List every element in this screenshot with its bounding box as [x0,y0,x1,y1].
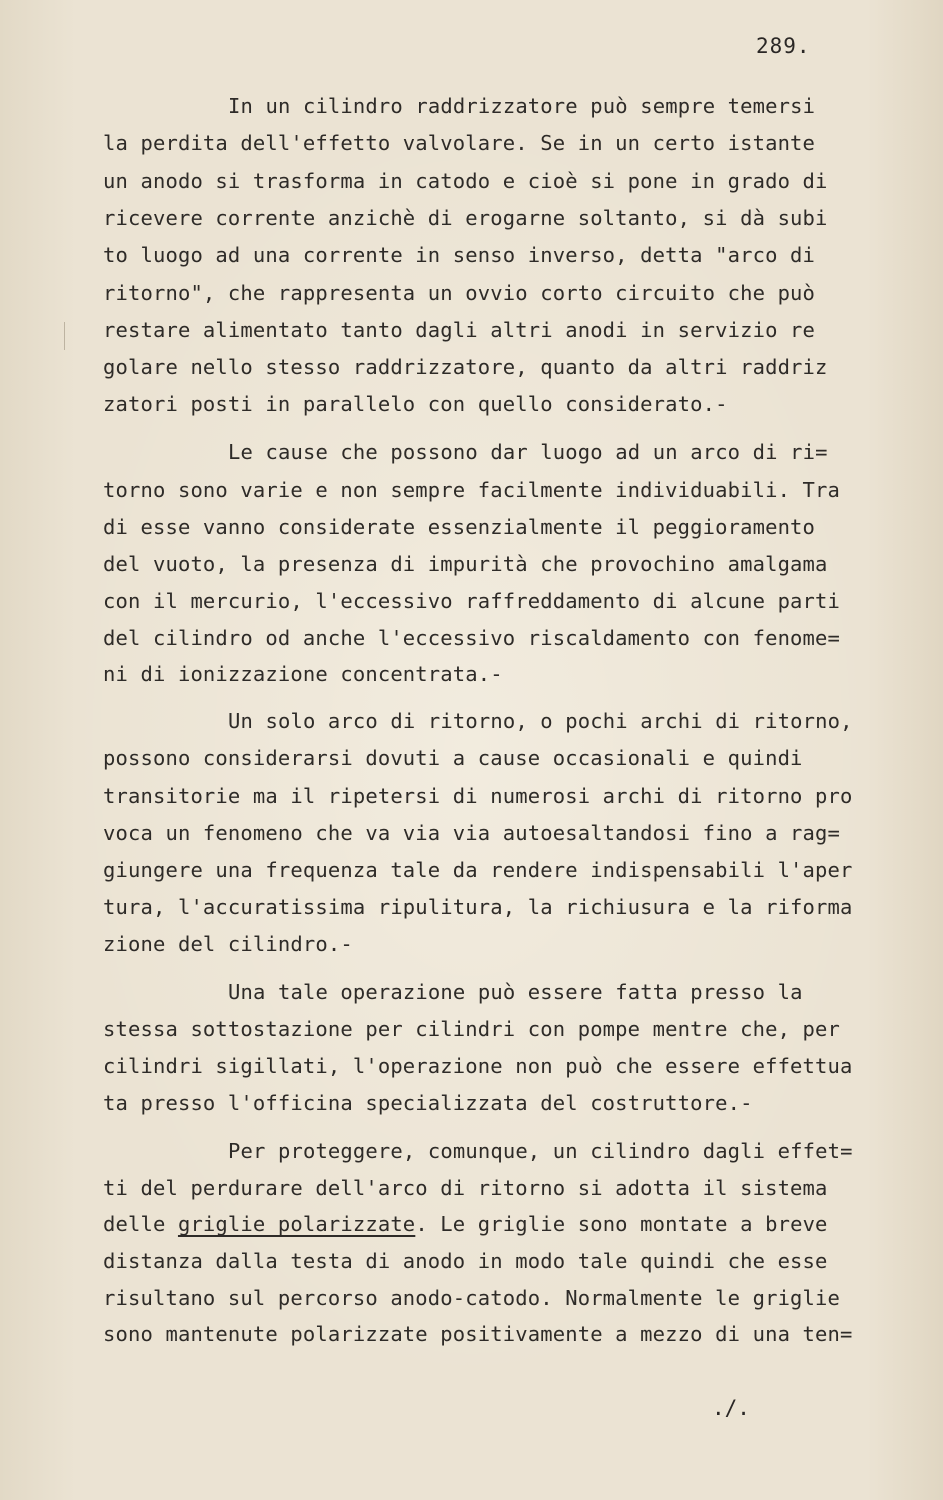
text-segment: . Le griglie sono montate a breve [415,1212,828,1236]
text-line [103,1212,828,1236]
underlined-term: griglie polarizzate [177,1212,416,1236]
text-line: torno sono varie e non sempre facilmente individuabili. Tra [103,478,841,502]
text-line: Per proteggere, comunque, un cilindro dagli effet= [228,1139,853,1163]
text-line: tura, l'accuratissima ripulitura, la richiusura e la riforma [103,895,853,919]
text-line: del cilindro od anche l'eccessivo riscaldamento con fenome= [103,626,841,650]
text-line: ti del perdurare dell'arco di ritorno si adotta il sistema [103,1176,828,1200]
text-line: to luogo ad una corrente in senso inverso, detta "arco di [103,243,816,267]
text-line: con il mercurio, l'eccessivo raffreddamento di alcune parti [103,589,841,613]
text-line: la perdita dell'effetto valvolare. Se in un certo istante [103,131,816,155]
text-line: possono considerarsi dovuti a cause occasionali e quindi [103,746,803,770]
text-line: transitorie ma il ripetersi di numerosi archi di ritorno pro [103,784,853,808]
text-segment: delle [103,1212,178,1236]
text-line: In un cilindro raddrizzatore può sempre temersi [228,94,816,118]
text-line: ricevere corrente anzichè di erogarne soltanto, si dà subi [103,206,828,230]
page-number: 289. [756,34,811,58]
text-line: voca un fenomeno che va via via autoesaltandosi fino a rag= [103,821,841,845]
text-line: cilindri sigillati, l'operazione non può che essere effettua [103,1054,853,1078]
text-line: ni di ionizzazione concentrata.- [103,662,503,686]
margin-mark [64,322,65,350]
text-line: restare alimentato tanto dagli altri anodi in servizio re [103,318,816,342]
text-line: ritorno", che rappresenta un ovvio corto circuito che può [103,281,816,305]
text-line: Le cause che possono dar luogo ad un arco di ri= [228,440,828,464]
text-line: un anodo si trasforma in catodo e cioè si pone in grado di [103,169,828,193]
continuation-mark: ./. [712,1396,750,1420]
text-line: di esse vanno considerate essenzialmente il peggioramento [103,515,816,539]
text-line: zione del cilindro.- [103,932,353,956]
text-line: sono mantenute polarizzate positivamente a mezzo di una ten= [103,1322,853,1346]
text-line: golare nello stesso raddrizzatore, quanto da altri raddriz [103,355,828,379]
text-line: del vuoto, la presenza di impurità che provochino amalgama [103,552,828,576]
text-line: stessa sottostazione per cilindri con pompe mentre che, per [103,1017,841,1041]
text-line: Una tale operazione può essere fatta presso la [228,980,803,1004]
text-line: ta presso l'officina specializzata del costruttore.- [103,1091,753,1115]
text-line: Un solo arco di ritorno, o pochi archi di ritorno, [228,709,853,733]
text-line: zatori posti in parallelo con quello considerato.- [103,392,728,416]
text-line: risultano sul percorso anodo-catodo. Normalmente le griglie [103,1286,841,1310]
text-line: giungere una frequenza tale da rendere indispensabili l'aper [103,858,853,882]
text-line: distanza dalla testa di anodo in modo tale quindi che esse [103,1249,828,1273]
